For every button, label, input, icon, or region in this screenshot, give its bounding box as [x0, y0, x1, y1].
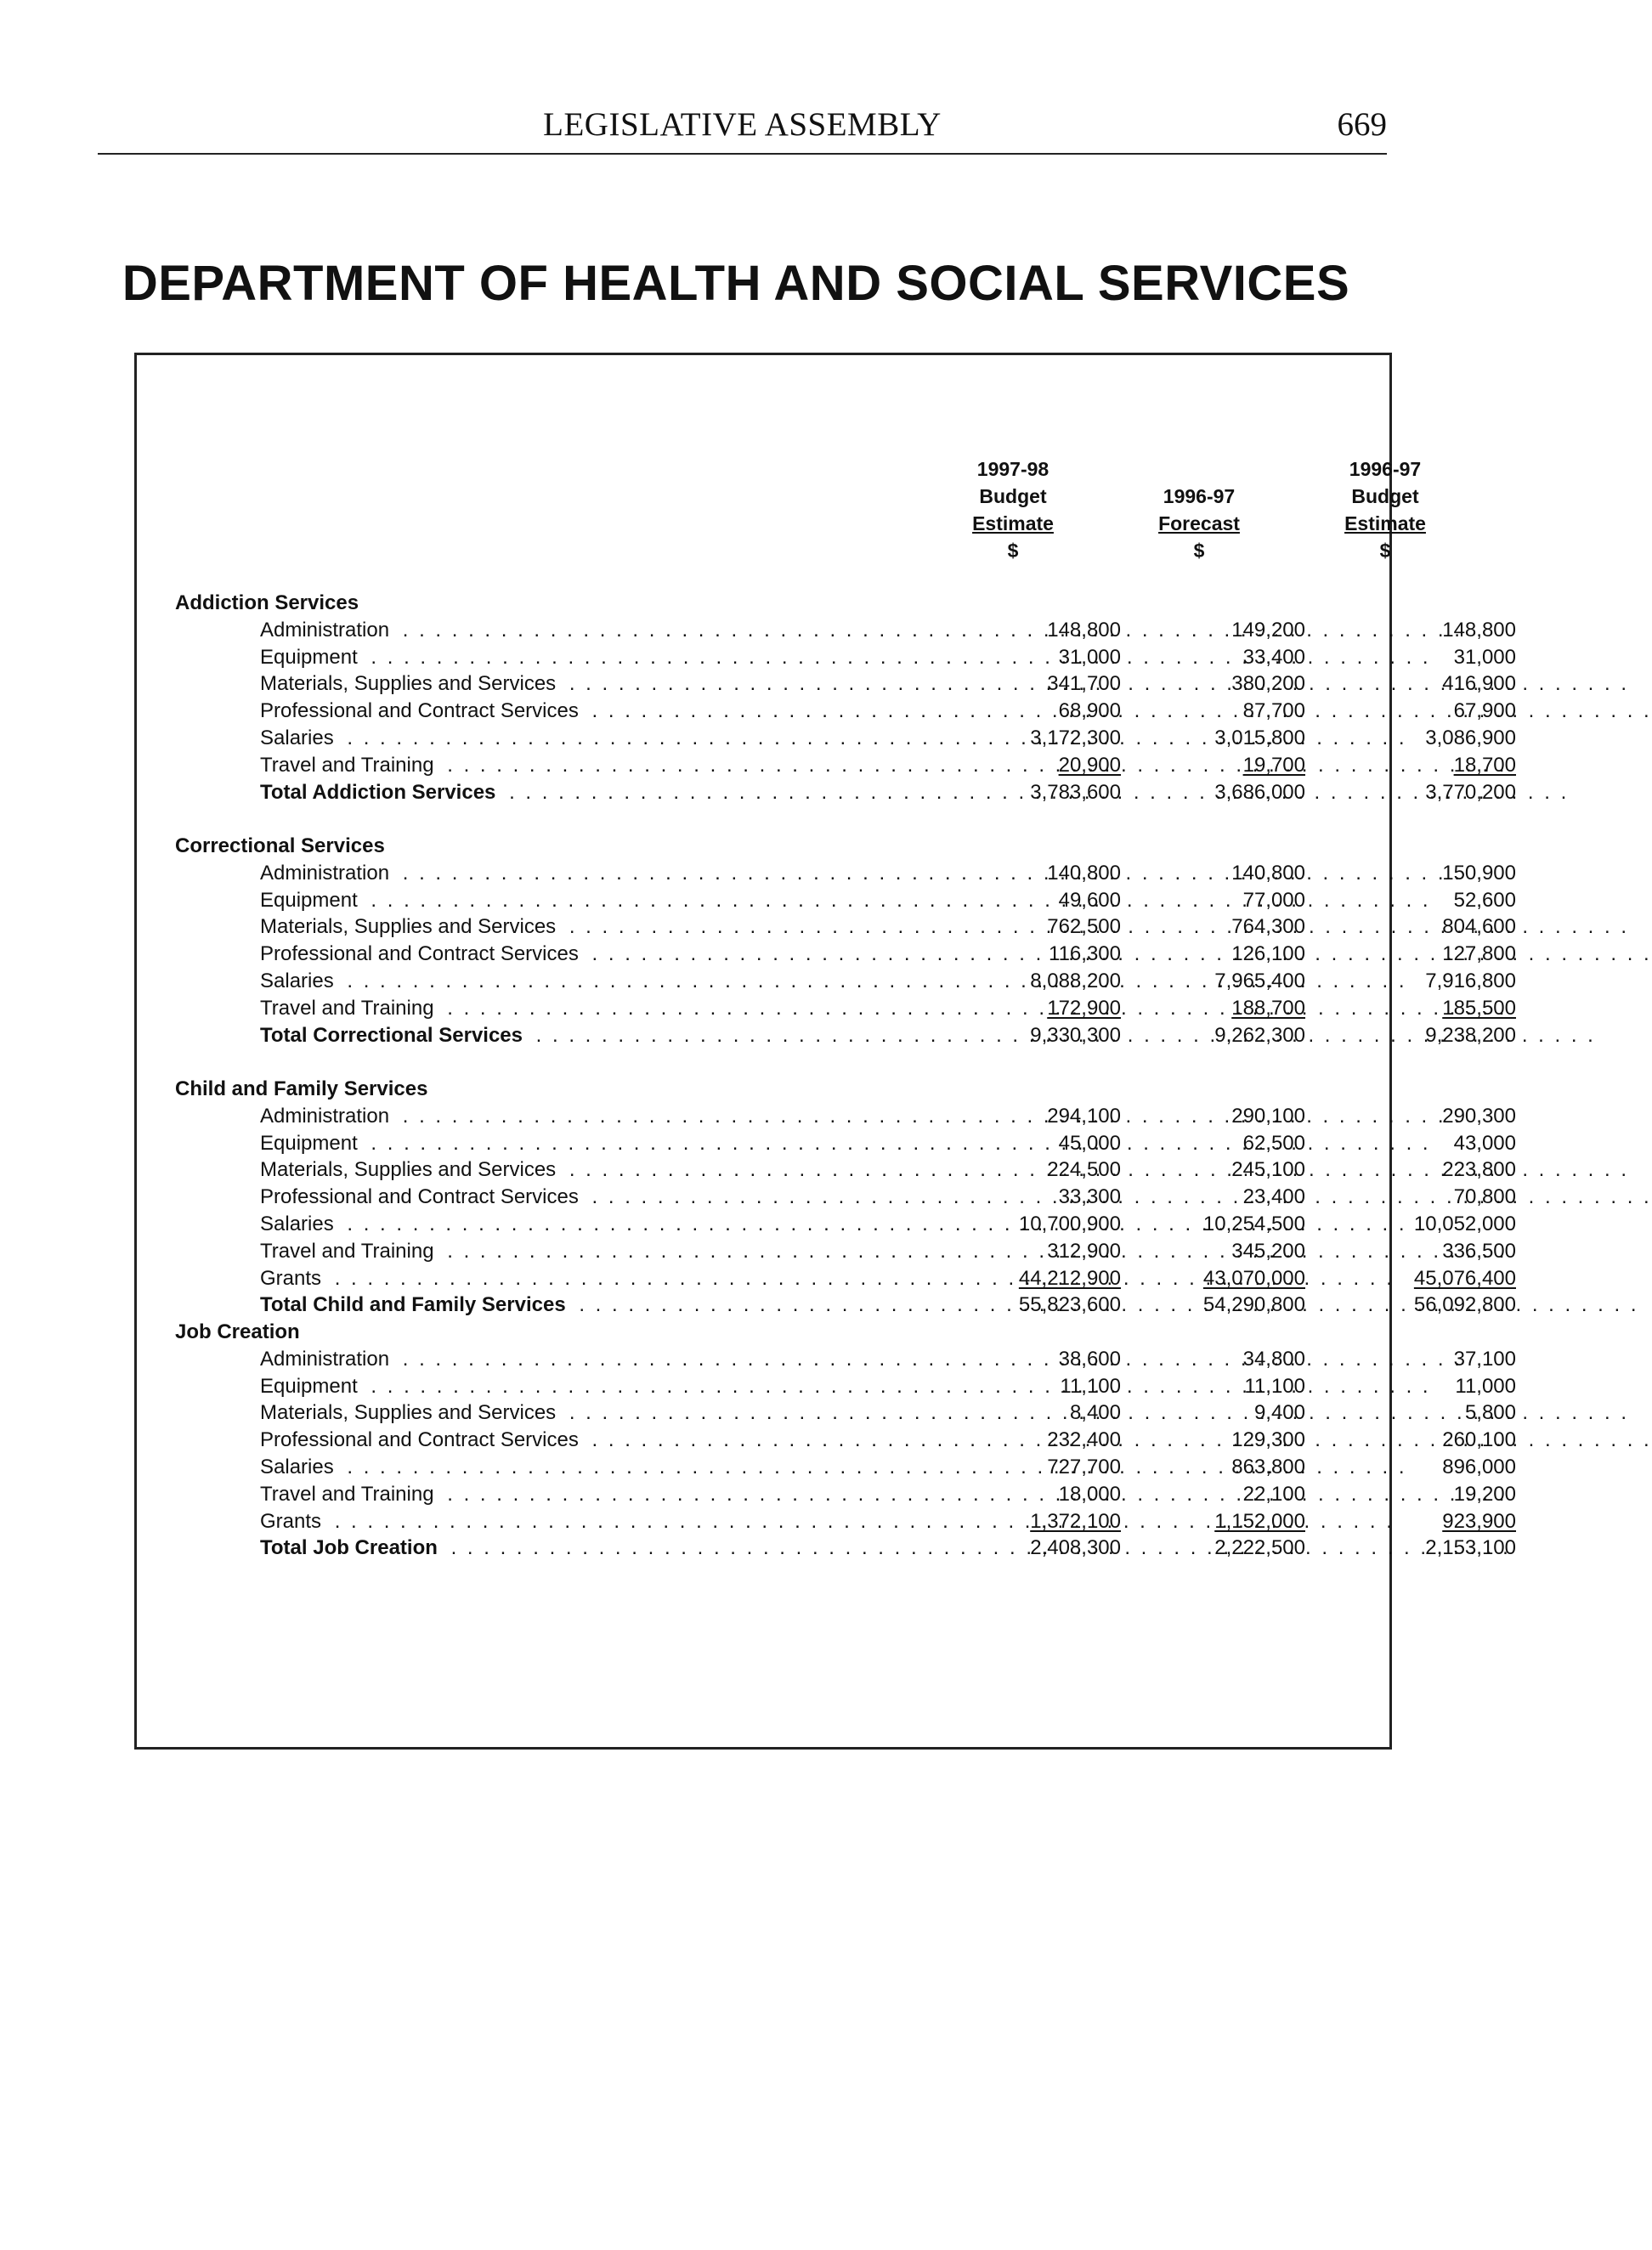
- cell-value: 2,408,300: [1030, 1536, 1121, 1560]
- cell-value: 140,800: [1231, 861, 1305, 885]
- cell-value: 3,086,900: [1425, 726, 1516, 749]
- row-label: Equipment: [260, 1375, 363, 1398]
- cell-value: 896,000: [1442, 1456, 1516, 1478]
- row-label: Equipment: [260, 1132, 363, 1155]
- table-row: [137, 1427, 1516, 1454]
- table-row: [137, 670, 1516, 698]
- column-header-unit: $: [1193, 540, 1205, 562]
- cell-value: 33,400: [1242, 645, 1305, 669]
- row-label-leader: [260, 779, 931, 806]
- row-label: Professional and Contract Services: [260, 942, 584, 965]
- table-row: [137, 1211, 1516, 1238]
- cell-value: 18,700: [1453, 753, 1516, 777]
- cell-value: 149,200: [1231, 618, 1305, 642]
- cell-value: 804,600: [1442, 915, 1516, 939]
- cell-value: 863,800: [1231, 1456, 1305, 1478]
- cell-value: 290,100: [1231, 1104, 1305, 1128]
- cell-value: 245,100: [1231, 1158, 1305, 1182]
- column-header-line: 1996-97: [1349, 458, 1422, 480]
- cell-value: 19,200: [1453, 1482, 1516, 1506]
- cell-value: 7,965,400: [1214, 970, 1305, 992]
- row-label-leader: [260, 1022, 931, 1049]
- cell-value: 43,070,000: [1202, 1266, 1305, 1290]
- cell-value: 3,770,200: [1425, 780, 1516, 804]
- cell-value: 37,100: [1453, 1347, 1516, 1371]
- row-label-leader: [260, 1535, 931, 1562]
- column-header-line: Budget: [1351, 485, 1419, 507]
- cell-value: 294,100: [1047, 1104, 1121, 1128]
- row-label-leader: [260, 1346, 931, 1373]
- row-label: Salaries: [260, 1213, 339, 1235]
- row-label: Travel and Training: [260, 1483, 439, 1506]
- table-row: [137, 617, 1516, 644]
- column-header-line: 1996-97: [1163, 485, 1236, 507]
- table-row: [137, 995, 1516, 1022]
- cell-value: 172,900: [1047, 996, 1121, 1020]
- cell-value: 148,800: [1047, 618, 1121, 642]
- cell-value: 3,686,000: [1214, 780, 1305, 804]
- row-label: Administration: [260, 1105, 394, 1128]
- table-row: [137, 913, 1516, 941]
- table-row: [137, 1238, 1516, 1265]
- total-row: [137, 1535, 1516, 1562]
- cell-value: 87,700: [1242, 699, 1305, 723]
- table-row: [137, 887, 1516, 914]
- row-label-leader: [260, 968, 931, 995]
- table-row: [137, 1156, 1516, 1184]
- row-label: Grants: [260, 1510, 326, 1533]
- cell-value: 56,092,800: [1413, 1293, 1516, 1317]
- total-row: [137, 779, 1516, 806]
- cell-value: 19,700: [1242, 753, 1305, 777]
- row-label: Professional and Contract Services: [260, 1185, 584, 1208]
- column-header-1996-97-estimate: [1292, 455, 1479, 564]
- column-header-line: Estimate: [972, 512, 1054, 534]
- row-label-leader: [260, 617, 931, 644]
- cell-value: 336,500: [1442, 1239, 1516, 1263]
- row-label-leader: [260, 1156, 931, 1184]
- row-label-leader: [260, 1211, 931, 1238]
- cell-value: 31,000: [1453, 645, 1516, 669]
- table-row: [137, 752, 1516, 779]
- total-row: [137, 1292, 1516, 1319]
- cell-value: 11,100: [1244, 1374, 1305, 1398]
- cell-value: 10,254,500: [1202, 1213, 1305, 1235]
- column-header-line: Forecast: [1158, 512, 1240, 534]
- row-label-leader: [260, 670, 931, 698]
- cell-value: 126,100: [1231, 942, 1305, 966]
- row-label: Materials, Supplies and Services: [260, 672, 561, 695]
- cell-value: 7,916,800: [1425, 970, 1516, 992]
- table-row: [137, 1373, 1516, 1400]
- cell-value: 23,400: [1242, 1185, 1305, 1209]
- cell-value: 5,800: [1464, 1401, 1516, 1425]
- row-label-leader: [260, 1373, 931, 1400]
- column-header-unit: $: [1007, 540, 1019, 562]
- cell-value: 70,800: [1453, 1185, 1516, 1209]
- cell-value: 2,222,500: [1214, 1536, 1305, 1560]
- table-row: [137, 1130, 1516, 1157]
- table-row: [137, 1399, 1516, 1427]
- row-label: Materials, Supplies and Services: [260, 1401, 561, 1424]
- table-row: [137, 725, 1516, 752]
- cell-value: 43,000: [1453, 1131, 1516, 1155]
- table-row: [137, 860, 1516, 887]
- row-label: Salaries: [260, 1456, 339, 1478]
- row-label: Administration: [260, 862, 394, 885]
- row-label: Total Child and Family Services: [260, 1293, 571, 1316]
- cell-value: 38,600: [1058, 1347, 1121, 1371]
- row-label: Equipment: [260, 889, 363, 912]
- cell-value: 8,088,200: [1030, 970, 1121, 992]
- cell-value: 11,000: [1455, 1374, 1516, 1398]
- row-label: Administration: [260, 1348, 394, 1371]
- row-label: Travel and Training: [260, 997, 439, 1020]
- row-label: Materials, Supplies and Services: [260, 1158, 561, 1181]
- department-title: DEPARTMENT OF HEALTH AND SOCIAL SERVICES: [122, 256, 1350, 311]
- row-label-leader: [260, 1454, 931, 1481]
- cell-value: 345,200: [1231, 1239, 1305, 1263]
- cell-value: 223,800: [1442, 1158, 1516, 1182]
- table-row: [137, 698, 1516, 725]
- table-row: [137, 1481, 1516, 1508]
- cell-value: 129,300: [1231, 1428, 1305, 1452]
- row-label: Salaries: [260, 726, 339, 749]
- row-label-leader: [260, 1508, 931, 1535]
- cell-value: 9,238,200: [1425, 1023, 1516, 1047]
- cell-value: 20,900: [1058, 753, 1121, 777]
- table-row: [137, 1184, 1516, 1211]
- cell-value: 3,015,800: [1214, 726, 1305, 749]
- row-label: Professional and Contract Services: [260, 1428, 584, 1451]
- cell-value: 762,500: [1047, 915, 1121, 939]
- row-label-leader: [260, 860, 931, 887]
- cell-value: 22,100: [1242, 1482, 1305, 1506]
- table-row: [137, 1265, 1516, 1292]
- cell-value: 9,330,300: [1030, 1023, 1121, 1047]
- table-row: [137, 644, 1516, 671]
- cell-value: 49,600: [1058, 888, 1121, 912]
- row-label-leader: [260, 887, 931, 914]
- row-label-leader: [260, 752, 931, 779]
- cell-value: 54,290,800: [1202, 1293, 1305, 1317]
- running-head-title: LEGISLATIVE ASSEMBLY: [543, 106, 942, 143]
- row-label-leader: [260, 995, 931, 1022]
- cell-value: 55,823,600: [1018, 1293, 1121, 1317]
- table-row: [137, 968, 1516, 995]
- cell-value: 127,800: [1442, 942, 1516, 966]
- cell-value: 923,900: [1442, 1509, 1516, 1533]
- cell-value: 148,800: [1442, 618, 1516, 642]
- row-label-leader: [260, 913, 931, 941]
- cell-value: 2,153,100: [1425, 1536, 1516, 1560]
- cell-value: 232,400: [1047, 1428, 1121, 1452]
- row-label-leader: [260, 1103, 931, 1130]
- column-header-1996-97-forecast: [1106, 455, 1293, 564]
- cell-value: 140,800: [1047, 861, 1121, 885]
- section-title: Job Creation: [175, 1320, 300, 1343]
- cell-value: 3,783,600: [1030, 780, 1121, 804]
- row-label: Total Job Creation: [260, 1536, 443, 1559]
- cell-value: 45,000: [1058, 1131, 1121, 1155]
- row-label: Travel and Training: [260, 1240, 439, 1263]
- row-label: Grants: [260, 1267, 326, 1290]
- cell-value: 45,076,400: [1413, 1266, 1516, 1290]
- cell-value: 1,152,000: [1214, 1509, 1305, 1533]
- column-header-line: Budget: [979, 485, 1047, 507]
- row-label-leader: [260, 1481, 931, 1508]
- column-header-unit: $: [1379, 540, 1391, 562]
- budget-table: [134, 353, 1516, 1750]
- row-label: Professional and Contract Services: [260, 699, 584, 722]
- row-label-leader: [260, 1399, 931, 1427]
- cell-value: 31,000: [1058, 645, 1121, 669]
- table-row: [137, 941, 1516, 968]
- cell-value: 67,900: [1453, 699, 1516, 723]
- row-label: Materials, Supplies and Services: [260, 915, 561, 938]
- cell-value: 150,900: [1442, 861, 1516, 885]
- cell-value: 77,000: [1242, 888, 1305, 912]
- page-number: 669: [1337, 106, 1387, 143]
- row-label-leader: [260, 1184, 931, 1211]
- row-label-leader: [260, 941, 931, 968]
- cell-value: 11,100: [1060, 1374, 1121, 1398]
- section-title: Correctional Services: [175, 834, 385, 857]
- cell-value: 34,800: [1242, 1347, 1305, 1371]
- cell-value: 188,700: [1231, 996, 1305, 1020]
- row-label-leader: [260, 698, 931, 725]
- cell-value: 224,500: [1047, 1158, 1121, 1182]
- row-label: Administration: [260, 619, 394, 642]
- row-label-leader: [260, 1130, 931, 1157]
- running-head: [98, 100, 1387, 155]
- row-label-leader: [260, 644, 931, 671]
- total-row: [137, 1022, 1516, 1049]
- cell-value: 1,372,100: [1030, 1509, 1121, 1533]
- cell-value: 33,300: [1058, 1185, 1121, 1209]
- row-label: Salaries: [260, 970, 339, 992]
- row-label-leader: [260, 1238, 931, 1265]
- table-row: [137, 1103, 1516, 1130]
- column-header-1997-98-estimate: [919, 455, 1106, 564]
- table-row: [137, 1346, 1516, 1373]
- row-label-leader: [260, 725, 931, 752]
- cell-value: 52,600: [1453, 888, 1516, 912]
- table-row: [137, 1508, 1516, 1535]
- cell-value: 727,700: [1047, 1456, 1121, 1478]
- column-header-line: 1997-98: [976, 458, 1049, 480]
- section-title: Child and Family Services: [175, 1077, 428, 1100]
- column-header-line: Estimate: [1344, 512, 1426, 534]
- cell-value: 68,900: [1058, 699, 1121, 723]
- cell-value: 764,300: [1231, 915, 1305, 939]
- cell-value: 9,262,300: [1214, 1023, 1305, 1047]
- cell-value: 260,100: [1442, 1428, 1516, 1452]
- table-row: [137, 1454, 1516, 1481]
- cell-value: 185,500: [1442, 996, 1516, 1020]
- row-label: Travel and Training: [260, 754, 439, 777]
- column-header-line: [1106, 455, 1293, 483]
- cell-value: 8,400: [1069, 1401, 1121, 1425]
- row-label-leader: [260, 1265, 931, 1292]
- cell-value: 10,700,900: [1018, 1213, 1121, 1235]
- cell-value: 416,900: [1442, 672, 1516, 696]
- section-title: Addiction Services: [175, 591, 359, 614]
- cell-value: 312,900: [1047, 1239, 1121, 1263]
- cell-value: 18,000: [1058, 1482, 1121, 1506]
- cell-value: 341,700: [1047, 672, 1121, 696]
- cell-value: 62,500: [1242, 1131, 1305, 1155]
- cell-value: 3,172,300: [1030, 726, 1121, 749]
- row-label-leader: [260, 1427, 931, 1454]
- cell-value: 380,200: [1231, 672, 1305, 696]
- cell-value: 9,400: [1253, 1401, 1305, 1425]
- row-label: Equipment: [260, 646, 363, 669]
- row-label: Total Addiction Services: [260, 781, 501, 804]
- cell-value: 290,300: [1442, 1104, 1516, 1128]
- row-label-leader: [260, 1292, 931, 1319]
- cell-value: 10,052,000: [1413, 1213, 1516, 1235]
- cell-value: 44,212,900: [1018, 1266, 1121, 1290]
- row-label: Total Correctional Services: [260, 1024, 528, 1047]
- cell-value: 116,300: [1049, 942, 1121, 966]
